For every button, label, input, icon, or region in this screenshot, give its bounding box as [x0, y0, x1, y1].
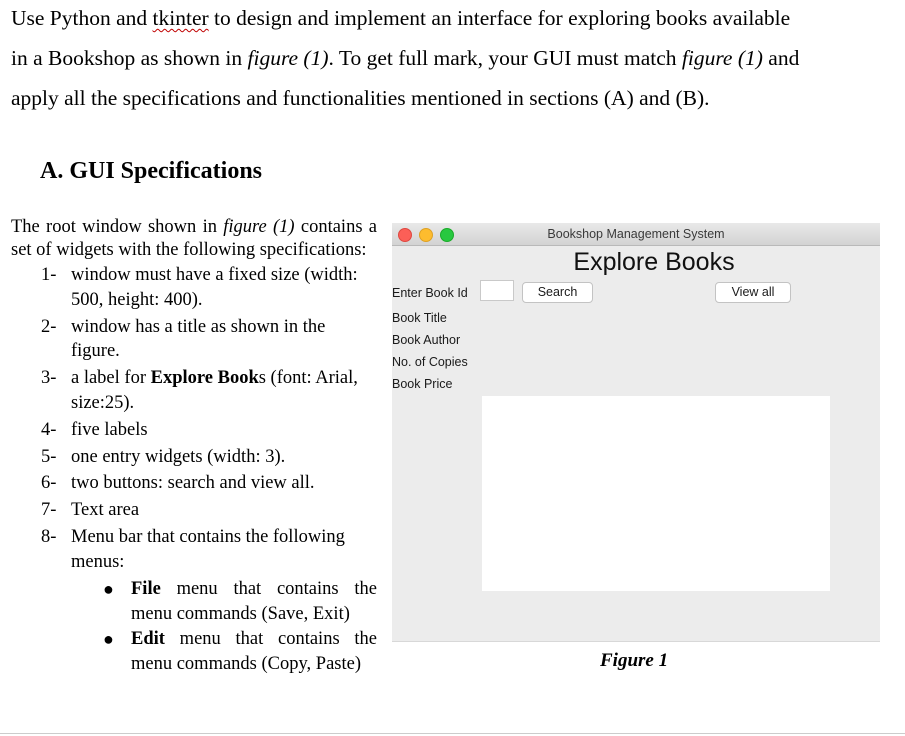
close-icon[interactable] — [398, 228, 412, 242]
menu-spec-item: ● File menu that contains the menu commands (Save, Exit) — [103, 578, 377, 624]
spec-item: 8- Menu bar that contains the following menus: — [41, 526, 345, 572]
maximize-icon[interactable] — [440, 228, 454, 242]
explore-books-heading: Explore Books — [573, 248, 735, 276]
spec-item: 4- five labels — [41, 419, 148, 440]
intro-line-2: in a Bookshop as shown in figure (1). To get full mark, your GUI must match figure (1) and — [11, 46, 800, 70]
figure-window — [392, 223, 880, 642]
spec-item: 2- window has a title as shown in the figure. — [41, 316, 326, 362]
label-book-price: Book Price — [392, 377, 453, 391]
specifications-list — [11, 263, 377, 575]
bullet-icon: ● — [103, 629, 114, 650]
spec-item: 7- Text area — [41, 500, 140, 521]
search-button[interactable]: Search — [522, 282, 593, 303]
label-enter-book-id: Enter Book Id — [392, 286, 468, 300]
label-book-title: Book Title — [392, 311, 447, 325]
menu-spec-item: ● Edit menu that contains the menu commands (Copy, Paste) — [103, 629, 377, 675]
intro-line-1: Use Python and tkinter to design and implement an interface for exploring books available — [11, 6, 791, 30]
spec-item: 6- two buttons: search and view all. — [41, 473, 315, 494]
divider — [0, 733, 905, 734]
window-title: Bookshop Management System — [547, 227, 725, 241]
text-area[interactable] — [482, 396, 830, 591]
view-all-button[interactable]: View all — [715, 282, 791, 303]
figure-caption: Figure 1 — [600, 650, 669, 671]
spec-item: 3- a label for Explore Books (font: Arial, size:25). — [41, 368, 358, 413]
intro-text — [11, 0, 891, 118]
tkinter-word: tkinter — [152, 6, 209, 30]
spec-item: 5- one entry widgets (width: 3). — [41, 446, 286, 467]
bullet-icon: ● — [103, 578, 114, 599]
label-no-of-copies: No. of Copies — [392, 355, 468, 369]
intro-line-3: apply all the specifications and functionalities mentioned in sections (A) and (B). — [11, 86, 710, 110]
label-book-author: Book Author — [392, 333, 461, 347]
window-controls — [398, 228, 454, 242]
specifications-intro: The root window shown in figure (1) contains a set of widgets with the following specifications: — [11, 217, 377, 260]
section-title: A. GUI Specifications — [40, 158, 262, 184]
book-id-entry[interactable] — [480, 280, 514, 301]
minimize-icon[interactable] — [419, 228, 433, 242]
window-titlebar — [392, 223, 880, 246]
menus-list — [11, 577, 377, 678]
spec-item: 1- window must have a fixed size (width: 500, height: 400). — [41, 265, 358, 310]
specifications-column — [11, 216, 377, 678]
